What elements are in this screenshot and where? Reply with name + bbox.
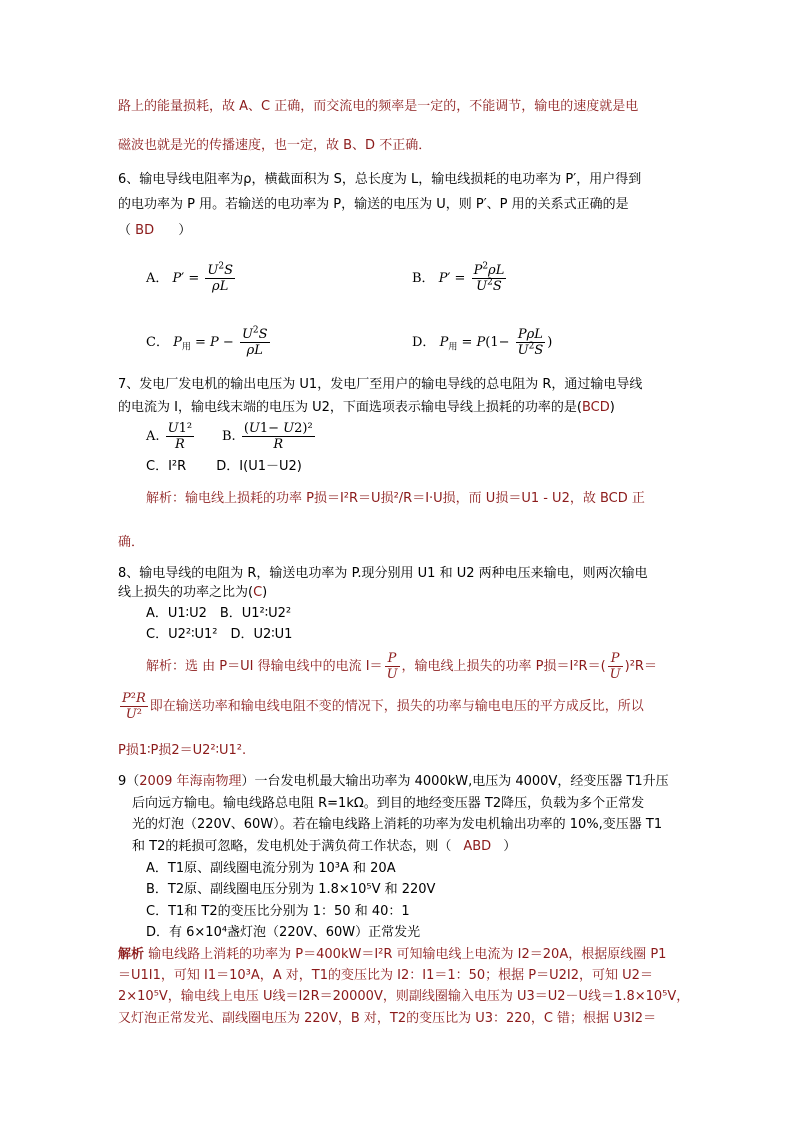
q6-stem-line-2: 的电功率为 P 用。若输送的电功率为 P，输送的电压为 U，则 P′、P 用的关系式正确的是 — [118, 197, 629, 212]
q7-stem-line-2-text: 的电流为 I，输电线末端的电压为 U2，下面选项表示输电导线上损耗的功率的是( — [118, 400, 582, 415]
q9-option-d: D．有 6×10⁴盏灯泡（220V、60W）正常发光 — [146, 925, 421, 940]
q9-analysis-line-3: 2×10⁵V，输电线上电压 U线＝I2R＝20000V，则副线圈输入电压为 U3＝U2－U线＝1.8×10⁵V， — [118, 989, 690, 1004]
q9-analysis-line-2: ＝U1I1，可知 I1＝10³A，A 对，T1的变压比为 I2：I1＝1：50；根据 P＝U2I2，可知 U2＝ — [118, 968, 653, 983]
q8-fraction-current: $\frac{P}{U}$ — [386, 651, 398, 682]
q7-analysis-line-1: 解析：输电线上损耗的功率 P损＝I²R＝U损²/R＝I·U损，而 U损＝U1 - U2，故 BCD 正 — [146, 491, 645, 506]
q8-options-cd: C．U2²∶U1² D．U2∶U1 — [146, 627, 293, 642]
q9-close-paren: ） — [503, 839, 517, 854]
q8-answer: C — [253, 585, 263, 600]
q7-options-cd — [146, 458, 302, 476]
q6-option-a-label: A． — [146, 271, 169, 286]
q6-option-a-fraction: $\frac{U^2S}{\rho L}$ — [207, 261, 233, 294]
q6-option-d: D． $P_用 = P(1-$ $\frac{\text{PρL}}{U^2S}$ ) — [412, 327, 553, 358]
q9-line-1 — [118, 773, 669, 791]
q8-fraction-loss: $\frac{\text{P²R}}{\text{U²}}$ — [122, 691, 146, 722]
q7-option-a-label: A. — [146, 429, 160, 444]
q7-option-d: D．I(U1－U2) — [216, 459, 302, 474]
q8-stem-line-2 — [118, 584, 267, 602]
q6-option-c-label: C． — [146, 335, 169, 350]
q6-option-c: C． $P_用 = P$ − $\frac{U^2S}{\rho L}$ — [146, 325, 268, 358]
q9-option-c: C．T1和 T2的变压比分别为 1：50 和 40：1 — [146, 904, 410, 919]
q7-analysis-line-2: 确． — [118, 535, 145, 550]
q8-stem-line-2-text: 线上损失的功率之比为( — [118, 585, 254, 600]
q9-line-4-text: 和 T2的耗损可忽略，发电机处于满负荷工作状态，则（ — [132, 839, 452, 854]
q9-answer: ABD — [463, 839, 492, 854]
q7-stem-line-2 — [118, 399, 615, 417]
q6-option-b-label: B． — [412, 271, 435, 286]
q7-option-a-fraction: $\frac{\text{U1²}}{R}$ — [167, 421, 193, 452]
q8-analysis-line-1-mid: ，输电线上损失的功率 P损＝I²R＝( — [401, 659, 606, 674]
q8-stem-line-1: 8、输电导线的电阻为 R，输送电功率为 P.现分别用 U1 和 U2 两种电压来输电，则两次输电 — [118, 566, 648, 581]
q6-option-b: B． P′ = $\frac{P^2\rho L}{U^2S}$ — [412, 261, 505, 294]
q6-option-b-fraction: $\frac{P^2\rho L}{U^2S}$ — [473, 261, 505, 294]
q8-analysis-line-3: P损1∶P损2＝U2²∶U1². — [118, 743, 247, 758]
q8-analysis-line-1-post: )²R＝ — [624, 659, 657, 674]
q7-stem-line-1: 7、发电厂发电机的输出电压为 U1，发电厂至用户的输电导线的总电阻为 R，通过输电导线 — [118, 377, 643, 392]
q8-close-paren: ) — [262, 585, 268, 600]
intro-line-1: 路上的能量损耗，故 A、C 正确，而交流电的频率是一定的，不能调节，输电的速度就是电 — [118, 99, 639, 114]
q9-analysis-line-4: 又灯泡正常发光、副线圈电压为 220V，B 对，T2的变压比为 U3：220，C 错；根据 U3I2＝ — [118, 1011, 657, 1026]
q7-option-b-fraction: $\frac{\text{(U1− U2)²}}{R}$ — [243, 421, 313, 452]
q8-fraction-ratio: $\frac{P}{U}$ — [609, 651, 621, 682]
q8-options-ab: A．U1∶U2 B．U1²∶U2² — [146, 606, 292, 621]
q6-option-d-label: D． — [412, 335, 436, 350]
q9-number: 9（ — [118, 774, 140, 789]
q8-analysis-line-1-pre: 解析：选 由 P＝UI 得输电线中的电流 I＝ — [146, 659, 383, 674]
q6-option-a: A． P′ = $\frac{U^2S}{\rho L}$ — [146, 261, 233, 294]
q7-option-c: C．I²R — [146, 459, 187, 474]
q6-option-c-fraction: $\frac{U^2S}{\rho L}$ — [241, 325, 268, 358]
q7-close-paren: ) — [609, 400, 615, 415]
q6-stem-line-1: 6、输电导线电阻率为ρ，横截面积为 S，总长度为 L，输电线损耗的电功率为 P′，用户得到 — [118, 172, 642, 187]
intro-line-2: 磁波也就是光的传播速度，也一定，故 B、D 不正确． — [118, 138, 432, 153]
q9-analysis-line-1-text: 输电线路上消耗的功率为 P＝400kW＝I²R 可知输电线上电流为 I2＝20A，根据原线圈 P1 — [148, 947, 667, 962]
q6-answer: BD — [135, 223, 155, 238]
q9-line-4 — [132, 838, 516, 856]
q9-source: 2009 年海南物理 — [139, 774, 242, 789]
q9-analysis-label: 解析 — [118, 947, 145, 962]
q9-analysis-line-1 — [118, 946, 666, 964]
q9-option-a: A．T1原、副线圈电流分别为 10³A 和 20A — [146, 861, 396, 876]
q9-option-b: B．T2原、副线圈电压分别为 1.8×10⁵V 和 220V — [146, 882, 436, 897]
q8-analysis-line-1 — [146, 650, 657, 684]
q6-option-d-fraction: $\frac{\text{PρL}}{U^2S}$ — [517, 327, 544, 358]
q6-close-paren: ） — [178, 223, 192, 238]
q6-answer-line — [118, 222, 191, 240]
q9-line-1-text: ）一台发电机最大输出功率为 4000kW,电压为 4000V，经变压器 T1升压 — [241, 774, 669, 789]
q7-option-b-label: B. — [222, 429, 236, 444]
q7-option-b — [222, 420, 317, 454]
q7-option-a — [146, 420, 196, 454]
q8-analysis-line-2-text: 即在输送功率和输电线电阻不变的情况下，损失的功率与输电电压的平方成反比，所以 — [149, 699, 644, 714]
q9-line-2: 后向远方输电。输电线路总电阻 R=1kΩ。到目的地经变压器 T2降压，负载为多个正常发 — [132, 796, 645, 811]
q6-open-paren: （ — [118, 223, 132, 238]
q9-line-3: 光的灯泡（220V、60W）。若在输电线路上消耗的功率为发电机输出功率的 10%,变压器 T1 — [132, 817, 663, 832]
q8-analysis-line-2 — [118, 690, 644, 724]
q7-answer: BCD — [581, 400, 610, 415]
